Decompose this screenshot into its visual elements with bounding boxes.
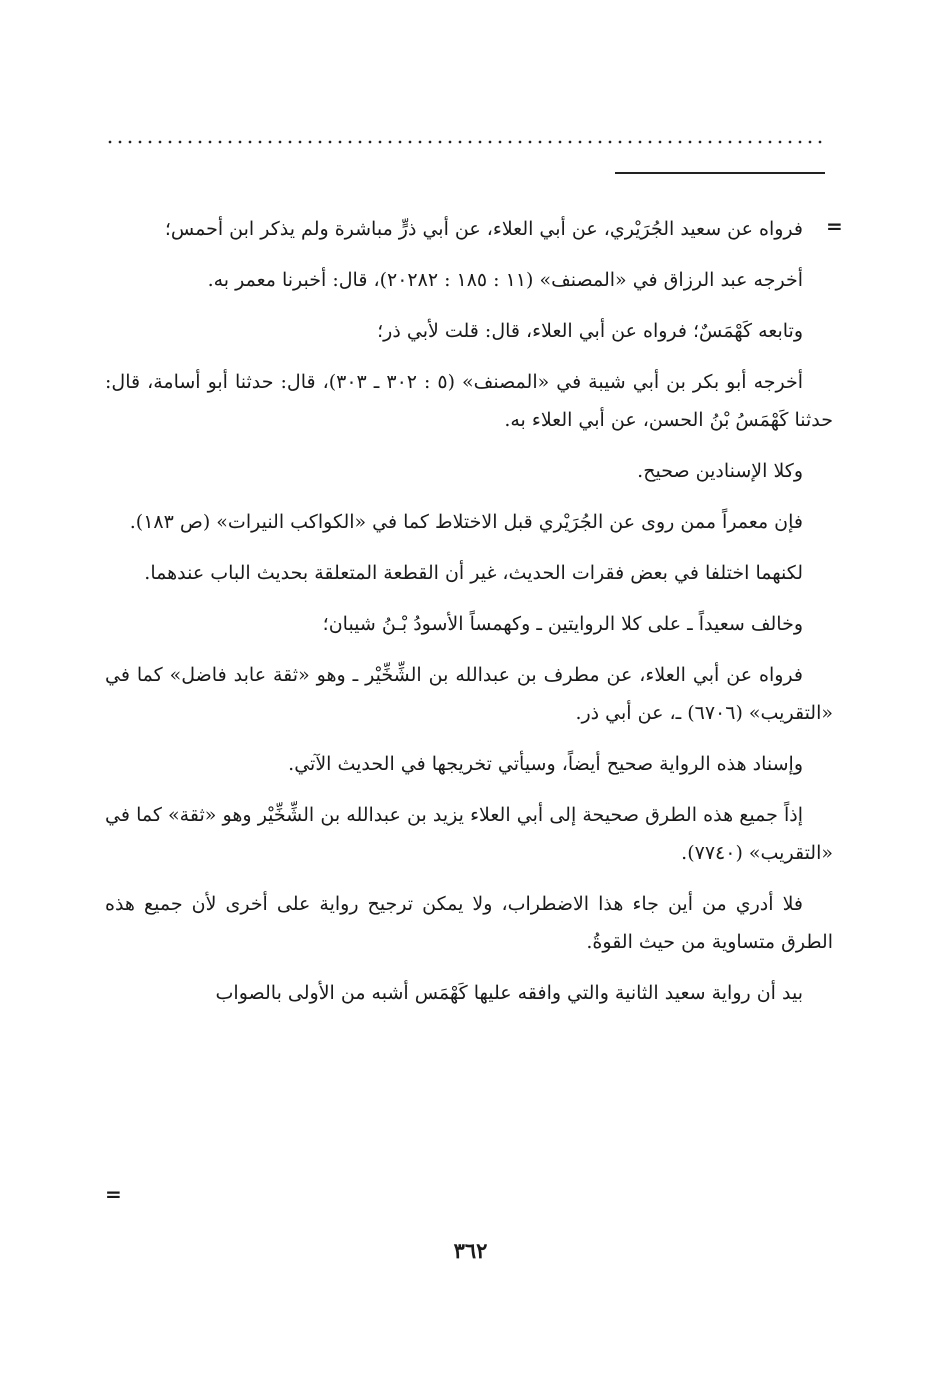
footnote-text — [105, 210, 833, 1025]
paragraph: فإن معمراً ممن روى عن الجُرَيْري قبل الاختلاط كما في «الكواكب النيرات» (ص ١٨٣). — [129, 511, 803, 533]
paragraph: فرواه عن أبي العلاء، عن مطرف بن عبدالله بن الشِّخِّيْر ـ وهو «ثقة عابد فاضل» كما في «التقريب» (٦٧٠٦) ـ، عن أبي ذر. — [105, 664, 833, 724]
paragraph: وخالف سعيداً ـ على كلا الروايتين ـ وكهمساً الأسودُ بْـنُ شيبان؛ — [322, 613, 803, 635]
paragraph: إذاً جميع هذه الطرق صحيحة إلى أبي العلاء يزيد بن عبدالله بن الشِّخِّيْر وهو «ثقة» كما في «التقريب» (٧٧٤٠). — [105, 804, 833, 864]
paragraph: أخرجه أبو بكر بن أبي شيبة في «المصنف» (٥ : ٣٠٢ ـ ٣٠٣)، قال: حدثنا أبو أسامة، قال: حدثنا كَهْمَسُ بْنُ الحسن، عن أبي العلاء به. — [105, 371, 833, 431]
paragraph: لكنهما اختلفا في بعض فقرات الحديث، غير أن القطعة المتعلقة بحديث الباب عندهما. — [144, 562, 803, 584]
footnote-dotted-separator — [105, 138, 825, 146]
continued-from-previous-marker: = — [826, 214, 843, 238]
paragraph: وكلا الإسنادين صحيح. — [637, 460, 803, 482]
paragraph: وتابعه كَهْمَسٌ؛ فرواه عن أبي العلاء، قال: قلت لأبي ذر؛ — [377, 320, 803, 342]
paragraph: أخرجه عبد الرزاق في «المصنف» (١١ : ١٨٥ : ٢٠٢٨٢)، قال: أخبرنا معمر به. — [207, 269, 803, 291]
paragraph: بيد أن رواية سعيد الثانية والتي وافقه عليها كَهْمَس أشبه من الأولى بالصواب — [215, 982, 803, 1004]
paragraph: فلا أدري من أين جاء هذا الاضطراب، ولا يمكن ترجيح رواية على أخرى لأن جميع هذه الطرق متساوية من حيث القوةُ. — [105, 893, 833, 953]
footnote-rule — [615, 172, 825, 174]
paragraph: فرواه عن سعيد الجُرَيْري، عن أبي العلاء، عن أبي ذرٍّ مباشرة ولم يذكر ابن أحمس؛ — [164, 218, 803, 240]
page-number: ٣٦٢ — [453, 1238, 488, 1263]
continues-next-page-marker: = — [105, 1182, 122, 1206]
paragraph: وإسناد هذه الرواية صحيح أيضاً، وسيأتي تخريجها في الحديث الآتي. — [288, 753, 803, 775]
